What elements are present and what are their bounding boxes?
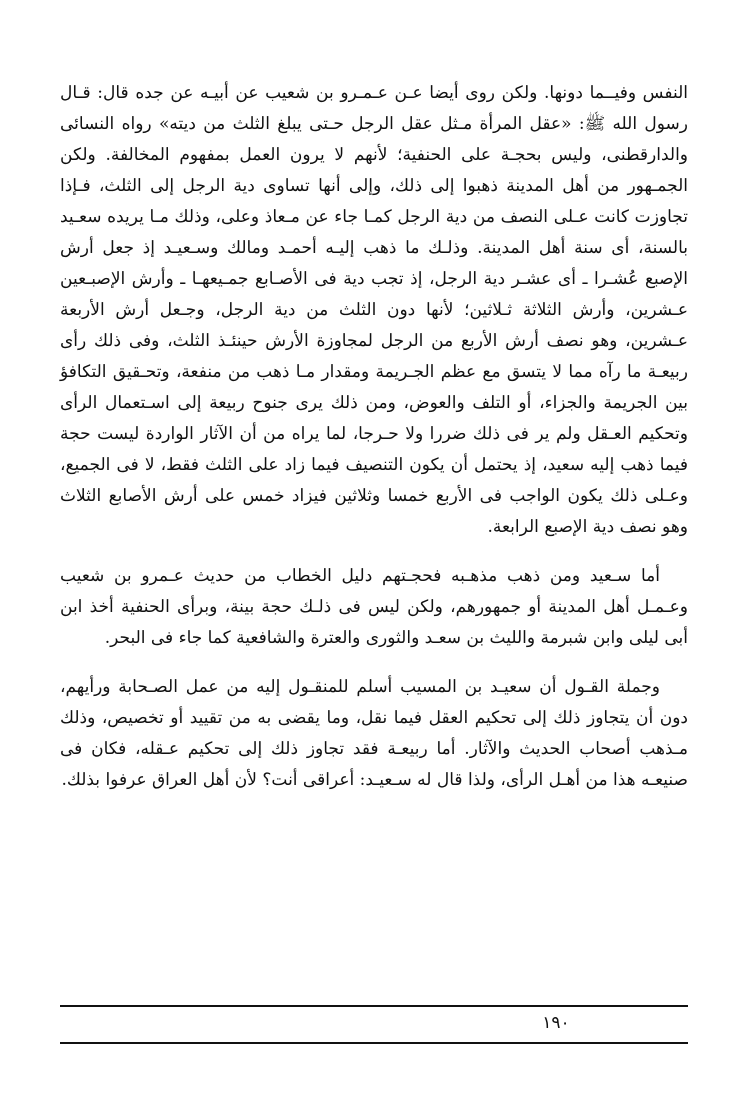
footer-rule-bottom — [60, 1042, 688, 1044]
paragraph-1: النفس وفيــما دونها. ولكن روى أيضا عـن عـمـرو بن شعيب عن أبيـه عن جده قال: قـال رسول الله ﷺ: «عقل المرأة مـثل عقل الرجل حـتى يبلغ الثلث من ديته» رواه النسائى والدارقطنى، وليس بحجـة على الحنفية؛ لأنهم لا يرون العمل بمفهوم المخالفة. ولكن الجمـهور من أهل المدينة ذهبوا إلى ذلك، وإلى أنها تساوى دية الرجل إلى الثلث، فـإذا تجاوزت كانت عـلى النصف من دية الرجل كمـا جاء عن مـعاذ وعلى، وذلك مـا يريده سعـيد بالسنة، أى سنة أهل المدينة. وذلـك ما ذهب إليـه أحمـد ومالك وسـعيـد إذ جعل أرش الإصبع عُشـرا ـ أى عشـر دية الرجل، إذ تجب دية فى الأصـابع جمـيعهـا ـ وأرش الإصبـعين عـشرين، وأرش الثلاثة ثـلاثين؛ لأنها دون الثلث من دية الرجل، وجـعل أرش الأربعة عـشرين، وهو نصف أرش الأربع من الرجل لمجاوزة الأرش حينئـذ الثلث، وفى ذلك رأى ربيعـة ما رآه مما لا يتسق مع عظم الجـريمة ومقدار مـا ذهب من منفعة، وتحـقيق التكافؤ بين الجريمة والجزاء، أو التلف والعوض، ومن ذلك يرى جنوح ربيعة إلى اسـتعمال الرأى وتحكيم العـقل ولم ير فى ذلك ضررا ولا حـرجا، لما يراه من أن الآثار الواردة ليست حجة فيما ذهب إليه سعيد، إذ يحتمل أن يكون التنصيف فيما زاد على الثلث فقط، لا فى الجميع، وعـلى ذلك يكون الواجب فى الأربع خمسا وثلاثين فيزاد خمس على أرش الأصابع الثلاث وهو نصف دية الإصبع الرابعة. — [60, 83, 688, 537]
paragraph-gap — [60, 543, 688, 561]
footer-rule-top — [60, 1005, 688, 1007]
paragraph-gap — [60, 654, 688, 672]
page-number: ١٩٠ — [542, 1013, 570, 1033]
page-body — [60, 78, 688, 796]
paragraph-2: أما سـعيد ومن ذهب مذهـبه فحجـتهم دليل الخطاب من حديث عـمرو بن شعيب وعـمـل أهل المدينة أو جمهورهم، ولكن ليس فى ذلـك حجة بينة، وبرأى الحنفية أخذ ابن أبى ليلى وابن شبرمة والليث بن سعـد والثورى والعترة والشافعية كما جاء فى البحر. — [60, 566, 688, 648]
paragraph-3: وجملة القـول أن سعيـد بن المسيب أسلم للمنقـول إليه من عمل الصـحابة ورأيهم، دون أن يتجاوز ذلك إلى تحكيم العقل فيما نقل، وما يقضى به من تقييد أو تخصيص، وذلك مـذهب أصحاب الحديث والآثار. أما ربيعـة فقد تجاوز ذلك إلى تحكيم عـقله، فكان فى صنيعـه هذا من أهـل الرأى، ولذا قال له سـعيـد: أعراقى أنت؟ لأن أهل العراق عرفوا بذلك. — [60, 677, 688, 790]
